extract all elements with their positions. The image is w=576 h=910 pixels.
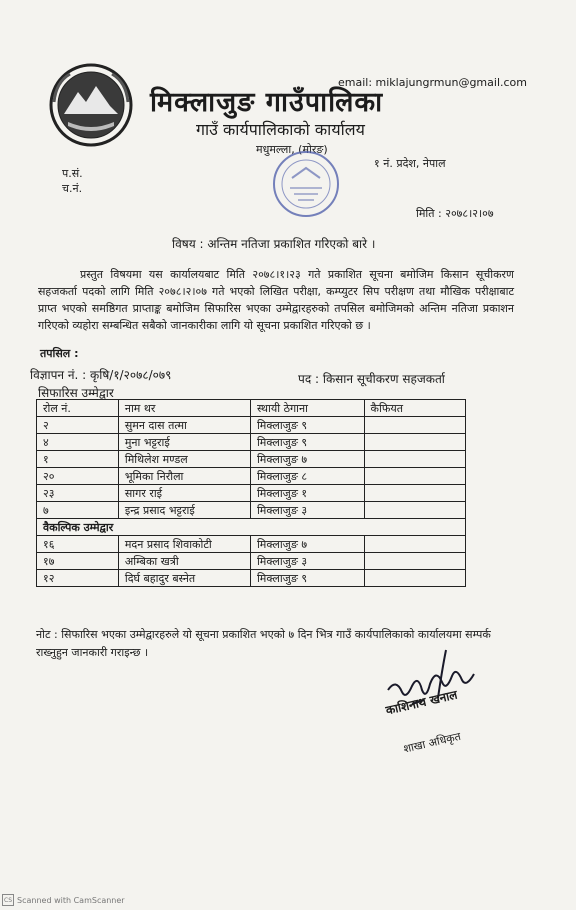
name-cell: मदन प्रसाद शिवाकोटी [118, 536, 250, 553]
letter-date: मिति : २०७८।२।०७ [416, 207, 494, 220]
signatory-title: शाखा अधिकृत [402, 729, 463, 756]
address-cell: मिक्लाजुङ ९ [250, 417, 364, 434]
roll-cell: २३ [37, 485, 119, 502]
body-text: प्रस्तुत विषयमा यस कार्यालयबाट मिति २०७८।१।२३ गते प्रकाशित सूचना बमोजिम किसान सूचीकरण सहजकर्ता पदको लागि मिति २०७८।२।०७ गते भएको लिखित परीक्षा, कम्प्युटर सिप परीक्षण तथा मौखिक परीक्षाबाट प्राप्त भएको समष्ठिगत प्राप्ताङ्क बमोजिम सिफारिस भएका उम्मेद्वारहरुको तपसिल बमोजिमको अन्तिम नतिजा प्रकाशन गरिएको व्यहोरा सम्बन्धित सबैको जानकारीका लागि यो सूचना प्रकाशित गरिएको छ । [38, 268, 514, 332]
note-text: नोट : सिफारिस भएका उम्मेद्वारहरुले यो सूचना प्रकाशित भएको ७ दिन भित्र गाउँ कार्यपालिकाको कार्यालयमा सम्पर्क राख्नुहुन जानकारी गराइन्छ । [36, 628, 491, 659]
remarks-cell [364, 485, 465, 502]
advertisement-number: विज्ञापन नं. : कृषि/१/२०७८/०७९ [30, 368, 172, 382]
dispatch-number-label: च.नं. [62, 182, 83, 195]
name-cell: इन्द्र प्रसाद भट्टराई [118, 502, 250, 519]
alternate-heading: वैकल्पिक उम्मेद्वार [37, 519, 466, 536]
roll-cell: १६ [37, 536, 119, 553]
signatory-name: काशिनाथ खनाल [384, 687, 459, 718]
address-cell: मिक्लाजुङ १ [250, 485, 364, 502]
recommended-heading: सिफारिस उम्मेद्वार [38, 386, 114, 400]
office-address: मधुमल्ला, (मोरङ) [256, 143, 328, 156]
roll-cell: १ [37, 451, 119, 468]
table-row [37, 485, 466, 502]
office-subtitle: गाउँ कार्यपालिकाको कार्यालय [196, 120, 365, 139]
province-text: १ नं. प्रदेश, नेपाल [374, 157, 446, 170]
remarks-cell [364, 417, 465, 434]
alternate-heading-row [37, 519, 466, 536]
address-cell: मिक्लाजुङ ३ [250, 553, 364, 570]
table-row [37, 553, 466, 570]
address-cell: मिक्लाजुङ ७ [250, 536, 364, 553]
table-row [37, 502, 466, 519]
roll-cell: १७ [37, 553, 119, 570]
roll-cell: ७ [37, 502, 119, 519]
name-cell: मिथिलेश मण्डल [118, 451, 250, 468]
roll-cell: १२ [37, 570, 119, 587]
remarks-cell [364, 553, 465, 570]
header-remarks: कैफियत [364, 400, 465, 417]
roll-cell: २० [37, 468, 119, 485]
address-cell: मिक्लाजुङ ३ [250, 502, 364, 519]
ref-number-label: प.सं. [62, 167, 83, 180]
table-row [37, 417, 466, 434]
remarks-cell [364, 570, 465, 587]
table-row [37, 451, 466, 468]
header-address: स्थायी ठेगाना [250, 400, 364, 417]
remarks-cell [364, 434, 465, 451]
table-row [37, 434, 466, 451]
details-label: तपसिल : [40, 347, 79, 360]
name-cell: दिर्घ बहादुर बस्नेत [118, 570, 250, 587]
table-row [37, 570, 466, 587]
name-cell: अम्बिका खत्री [118, 553, 250, 570]
name-cell: सागर राई [118, 485, 250, 502]
remarks-cell [364, 451, 465, 468]
table-row [37, 468, 466, 485]
subject-line: विषय : अन्तिम नतिजा प्रकाशित गरिएको बारे । [172, 237, 376, 251]
scanner-text: Scanned with CamScanner [17, 895, 125, 905]
body-paragraph [38, 266, 514, 334]
table-header-row [37, 400, 466, 417]
header-roll: रोल नं. [37, 400, 119, 417]
header-name: नाम थर [118, 400, 250, 417]
remarks-cell [364, 536, 465, 553]
municipality-logo [48, 62, 134, 148]
email-text: email: miklajungrmun@gmail.com [338, 76, 527, 89]
reference-block [62, 166, 83, 196]
name-cell: सुमन दास तत्मा [118, 417, 250, 434]
results-table [36, 399, 466, 587]
office-stamp [270, 148, 342, 220]
post-name: पद : किसान सूचीकरण सहजकर्ता [298, 372, 445, 386]
remarks-cell [364, 468, 465, 485]
name-cell: मुना भट्टराई [118, 434, 250, 451]
address-cell: मिक्लाजुङ ९ [250, 434, 364, 451]
roll-cell: २ [37, 417, 119, 434]
roll-cell: ४ [37, 434, 119, 451]
camscanner-icon: CS [2, 894, 14, 906]
office-title: मिक्लाजुङ गाउँपालिका [150, 87, 384, 118]
scanner-watermark [2, 894, 125, 906]
address-cell: मिक्लाजुङ ९ [250, 570, 364, 587]
table-row [37, 536, 466, 553]
address-cell: मिक्लाजुङ ८ [250, 468, 364, 485]
name-cell: भूमिका निरौला [118, 468, 250, 485]
remarks-cell [364, 502, 465, 519]
address-cell: मिक्लाजुङ ७ [250, 451, 364, 468]
